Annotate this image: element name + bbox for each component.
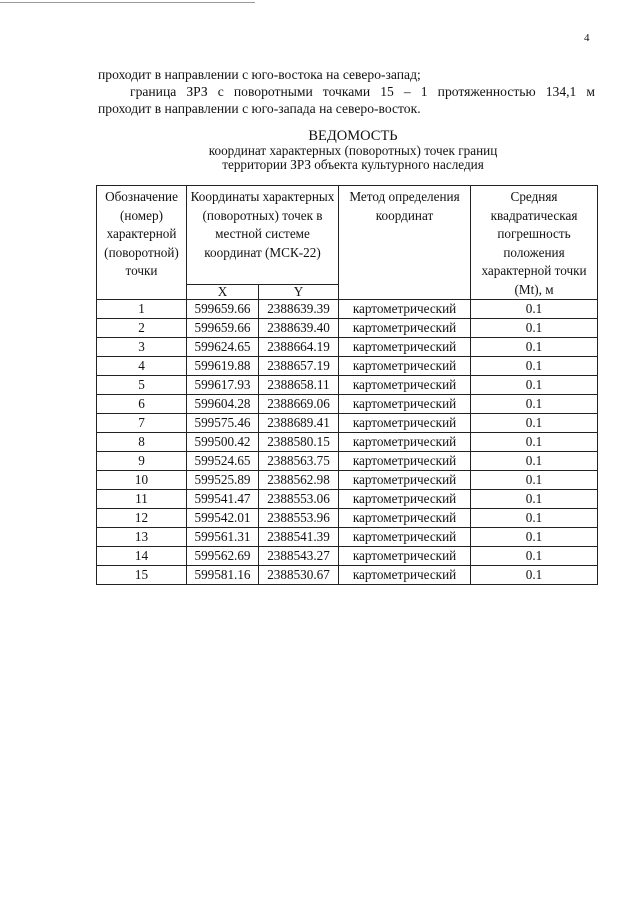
title-main: ВЕДОМОСТЬ	[308, 128, 398, 144]
x-coordinate-cell: 599500.42	[187, 433, 259, 452]
y-coordinate-cell: 2388664.19	[259, 338, 339, 357]
error-cell: 0.1	[471, 300, 598, 319]
y-coordinate-cell: 2388553.96	[259, 509, 339, 528]
error-cell: 0.1	[471, 547, 598, 566]
error-cell: 0.1	[471, 528, 598, 547]
point-number-cell: 5	[97, 376, 187, 395]
error-cell: 0.1	[471, 376, 598, 395]
x-coordinate-cell: 599659.66	[187, 319, 259, 338]
y-coordinate-cell: 2388639.40	[259, 319, 339, 338]
y-coordinate-cell: 2388562.98	[259, 471, 339, 490]
method-cell: картометрический	[339, 338, 471, 357]
method-cell: картометрический	[339, 566, 471, 585]
method-cell: картометрический	[339, 319, 471, 338]
point-number-cell: 3	[97, 338, 187, 357]
x-coordinate-cell: 599542.01	[187, 509, 259, 528]
method-cell: картометрический	[339, 357, 471, 376]
table-row	[97, 300, 598, 319]
y-coordinate-cell: 2388669.06	[259, 395, 339, 414]
header-y: Y	[259, 285, 339, 300]
y-coordinate-cell: 2388553.06	[259, 490, 339, 509]
point-number-cell: 4	[97, 357, 187, 376]
table-row	[97, 471, 598, 490]
x-coordinate-cell: 599561.31	[187, 528, 259, 547]
header-coordinates: Координаты характерных (поворотных) точек в местной системе координат (МСК-22)	[187, 186, 339, 285]
table-row	[97, 490, 598, 509]
error-cell: 0.1	[471, 433, 598, 452]
method-cell: картометрический	[339, 433, 471, 452]
method-cell: картометрический	[339, 376, 471, 395]
error-cell: 0.1	[471, 357, 598, 376]
method-cell: картометрический	[339, 547, 471, 566]
table-row	[97, 509, 598, 528]
error-cell: 0.1	[471, 509, 598, 528]
top-rule	[0, 2, 255, 3]
y-coordinate-cell: 2388563.75	[259, 452, 339, 471]
point-number-cell: 6	[97, 395, 187, 414]
method-cell: картометрический	[339, 300, 471, 319]
point-number-cell: 7	[97, 414, 187, 433]
title-subtitle-line-2: территории ЗРЗ объекта культурного наследия	[222, 156, 484, 172]
y-coordinate-cell: 2388541.39	[259, 528, 339, 547]
method-cell: картометрический	[339, 490, 471, 509]
y-coordinate-cell: 2388530.67	[259, 566, 339, 585]
table-row	[97, 547, 598, 566]
y-coordinate-cell: 2388657.19	[259, 357, 339, 376]
table-row	[97, 357, 598, 376]
method-cell: картометрический	[339, 395, 471, 414]
page-number: 4	[584, 32, 590, 44]
point-number-cell: 1	[97, 300, 187, 319]
error-cell: 0.1	[471, 566, 598, 585]
error-cell: 0.1	[471, 395, 598, 414]
point-number-cell: 13	[97, 528, 187, 547]
x-coordinate-cell: 599562.69	[187, 547, 259, 566]
x-coordinate-cell: 599659.66	[187, 300, 259, 319]
method-cell: картометрический	[339, 509, 471, 528]
error-cell: 0.1	[471, 319, 598, 338]
method-cell: картометрический	[339, 414, 471, 433]
paragraph-line-3: проходит в направлении с юго-запада на северо-восток.	[98, 101, 421, 116]
x-coordinate-cell: 599575.46	[187, 414, 259, 433]
x-coordinate-cell: 599581.16	[187, 566, 259, 585]
point-number-cell: 11	[97, 490, 187, 509]
y-coordinate-cell: 2388543.27	[259, 547, 339, 566]
header-method: Метод определения координат	[339, 186, 471, 300]
x-coordinate-cell: 599524.65	[187, 452, 259, 471]
table-row	[97, 452, 598, 471]
x-coordinate-cell: 599541.47	[187, 490, 259, 509]
error-cell: 0.1	[471, 490, 598, 509]
x-coordinate-cell: 599604.28	[187, 395, 259, 414]
point-number-cell: 2	[97, 319, 187, 338]
table-header-row	[97, 186, 598, 285]
point-number-cell: 10	[97, 471, 187, 490]
error-cell: 0.1	[471, 338, 598, 357]
table-row	[97, 376, 598, 395]
table-row	[97, 433, 598, 452]
method-cell: картометрический	[339, 528, 471, 547]
paragraph-line-1: проходит в направлении с юго-востока на северо-запад;	[98, 67, 421, 82]
table-row	[97, 338, 598, 357]
table-body	[97, 300, 598, 585]
point-number-cell: 9	[97, 452, 187, 471]
method-cell: картометрический	[339, 452, 471, 471]
paragraph-line-2: граница ЗРЗ с поворотными точками 15 – 1 протяженностью 134,1 м	[130, 84, 595, 99]
coordinates-table	[96, 185, 598, 585]
point-number-cell: 14	[97, 547, 187, 566]
y-coordinate-cell: 2388689.41	[259, 414, 339, 433]
y-coordinate-cell: 2388658.11	[259, 376, 339, 395]
header-point-number: Обозначение (номер) характерной (поворотной) точки	[97, 186, 187, 300]
x-coordinate-cell: 599619.88	[187, 357, 259, 376]
point-number-cell: 8	[97, 433, 187, 452]
point-number-cell: 12	[97, 509, 187, 528]
table-row	[97, 395, 598, 414]
statement-title	[98, 128, 608, 171]
error-cell: 0.1	[471, 471, 598, 490]
x-coordinate-cell: 599624.65	[187, 338, 259, 357]
error-cell: 0.1	[471, 452, 598, 471]
table-row	[97, 566, 598, 585]
error-cell: 0.1	[471, 414, 598, 433]
y-coordinate-cell: 2388639.39	[259, 300, 339, 319]
header-error: Средняя квадратическая погрешность положения характерной точки (Mt), м	[471, 186, 598, 300]
table-row	[97, 319, 598, 338]
title-subtitle-line-1: координат характерных (поворотных) точек границ	[208, 143, 498, 158]
x-coordinate-cell: 599525.89	[187, 471, 259, 490]
table-row	[97, 414, 598, 433]
x-coordinate-cell: 599617.93	[187, 376, 259, 395]
header-x: X	[187, 285, 259, 300]
point-number-cell: 15	[97, 566, 187, 585]
y-coordinate-cell: 2388580.15	[259, 433, 339, 452]
method-cell: картометрический	[339, 471, 471, 490]
table-row	[97, 528, 598, 547]
